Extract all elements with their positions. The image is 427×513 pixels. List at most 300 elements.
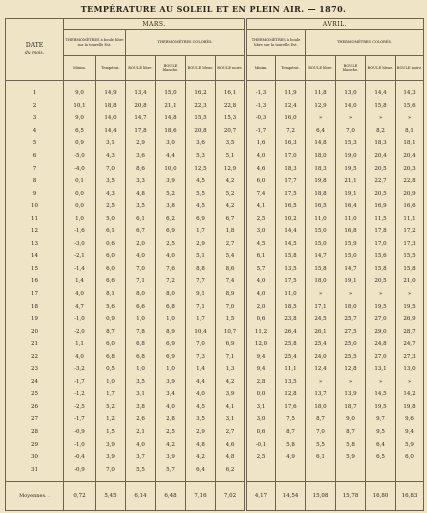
- value-cell: 14,7: [336, 263, 366, 276]
- value-cell: -4,0: [64, 162, 96, 175]
- value-cell: 5,7: [156, 463, 186, 481]
- table-row: [6, 263, 424, 276]
- average-cell: 16,80: [366, 481, 396, 510]
- value-cell: 6,1: [96, 225, 126, 238]
- value-cell: »: [366, 376, 396, 389]
- table-row: [6, 150, 424, 163]
- value-cell: 18,3: [366, 137, 396, 150]
- value-cell: 4,5: [186, 200, 216, 213]
- value-cell: 5,2: [96, 401, 126, 414]
- value-cell: 6,9: [156, 350, 186, 363]
- value-cell: 15,8: [366, 263, 396, 276]
- value-cell: 19,1: [336, 275, 366, 288]
- value-cell: 7,0: [336, 125, 366, 138]
- value-cell: 20,5: [366, 162, 396, 175]
- value-cell: 6,8: [126, 350, 156, 363]
- average-cell: 6,14: [126, 481, 156, 510]
- day-cell: 20: [6, 325, 64, 338]
- value-cell: 4,3: [96, 150, 126, 163]
- value-cell: 5,8: [336, 438, 366, 451]
- value-cell: 6,8: [96, 350, 126, 363]
- table-row: [6, 463, 424, 481]
- value-cell: 6,6: [126, 300, 156, 313]
- value-cell: 3,6: [186, 137, 216, 150]
- value-cell: 2,0: [246, 300, 276, 313]
- column-header: BOULE libre.: [126, 56, 156, 81]
- value-cell: 18,0: [336, 300, 366, 313]
- value-cell: 11,1: [276, 363, 306, 376]
- value-cell: 0,1: [64, 175, 96, 188]
- value-cell: 13,4: [126, 81, 156, 100]
- value-cell: 4,0: [186, 388, 216, 401]
- value-cell: 1,4: [186, 363, 216, 376]
- value-cell: 8,7: [336, 426, 366, 439]
- value-cell: 19,5: [336, 162, 366, 175]
- value-cell: 26,1: [306, 325, 336, 338]
- column-header: BOULE libre.: [306, 56, 336, 81]
- value-cell: 1,5: [96, 426, 126, 439]
- average-cell: 7,16: [186, 481, 216, 510]
- day-cell: 17: [6, 288, 64, 301]
- value-cell: 18,0: [306, 401, 336, 414]
- value-cell: -2,5: [64, 401, 96, 414]
- value-cell: 13,7: [306, 388, 336, 401]
- value-cell: 4,8: [216, 451, 246, 464]
- value-cell: 4,2: [186, 451, 216, 464]
- value-cell: 2,8: [246, 376, 276, 389]
- table-row: [6, 187, 424, 200]
- value-cell: 1,0: [96, 376, 126, 389]
- table-row: [6, 288, 424, 301]
- day-cell: 26: [6, 401, 64, 414]
- value-cell: 3,1: [216, 413, 246, 426]
- value-cell: 12,4: [306, 363, 336, 376]
- value-cell: 4,5: [186, 401, 216, 414]
- value-cell: 20,8: [126, 100, 156, 113]
- value-cell: 14,4: [96, 125, 126, 138]
- value-cell: 3,5: [96, 175, 126, 188]
- table-row: [6, 300, 424, 313]
- value-cell: 14,8: [156, 112, 186, 125]
- value-cell: -1,7: [64, 413, 96, 426]
- value-cell: »: [306, 112, 336, 125]
- value-cell: 16,8: [336, 225, 366, 238]
- value-cell: 9,0: [64, 112, 96, 125]
- value-cell: 26,4: [276, 325, 306, 338]
- value-cell: 8,1: [396, 125, 424, 138]
- value-cell: 19,5: [396, 300, 424, 313]
- value-cell: 7,4: [246, 187, 276, 200]
- value-cell: 3,5: [186, 413, 216, 426]
- value-cell: 1,0: [126, 363, 156, 376]
- value-cell: 12,4: [276, 100, 306, 113]
- value-cell: 21,1: [336, 175, 366, 188]
- value-cell: 1,2: [96, 413, 126, 426]
- value-cell: 7,7: [186, 275, 216, 288]
- value-cell: -2,0: [64, 325, 96, 338]
- average-cell: 0,72: [64, 481, 96, 510]
- day-cell: 24: [6, 376, 64, 389]
- value-cell: 2,5: [156, 238, 186, 251]
- table-row: [6, 112, 424, 125]
- value-cell: 12,8: [276, 388, 306, 401]
- value-cell: 8,6: [126, 162, 156, 175]
- value-cell: 8,7: [306, 413, 336, 426]
- value-cell: 6,8: [126, 338, 156, 351]
- value-cell: 3,0: [246, 413, 276, 426]
- value-cell: 14,7: [306, 250, 336, 263]
- value-cell: 16,5: [276, 200, 306, 213]
- table-row: [6, 426, 424, 439]
- value-cell: 1,7: [96, 388, 126, 401]
- column-header: Minim.: [64, 56, 96, 81]
- value-cell: 6,5: [64, 125, 96, 138]
- value-cell: 5,5: [306, 438, 336, 451]
- average-cell: 14,54: [276, 481, 306, 510]
- value-cell: 2,5: [246, 212, 276, 225]
- table-row: [6, 388, 424, 401]
- value-cell: 7,2: [276, 125, 306, 138]
- value-cell: 17,5: [276, 275, 306, 288]
- value-cell: 29,0: [366, 325, 396, 338]
- value-cell: 22,8: [216, 100, 246, 113]
- value-cell: -1,2: [64, 388, 96, 401]
- value-cell: »: [336, 288, 366, 301]
- table-row: [6, 451, 424, 464]
- value-cell: 5,8: [276, 438, 306, 451]
- value-cell: 6,1: [246, 250, 276, 263]
- value-cell: 4,7: [64, 300, 96, 313]
- value-cell: 26,9: [396, 313, 424, 326]
- value-cell: 25,4: [276, 350, 306, 363]
- value-cell: 6,9: [216, 338, 246, 351]
- date-header-label: DATE: [25, 41, 44, 49]
- value-cell: -0,9: [64, 426, 96, 439]
- value-cell: 7,8: [126, 325, 156, 338]
- value-cell: »: [396, 288, 424, 301]
- value-cell: 13,5: [276, 263, 306, 276]
- value-cell: 4,6: [246, 162, 276, 175]
- value-cell: 4,4: [186, 376, 216, 389]
- value-cell: 22,7: [366, 175, 396, 188]
- value-cell: 3,4: [156, 388, 186, 401]
- value-cell: 12,5: [186, 162, 216, 175]
- month-header-mars: MARS.: [64, 19, 246, 30]
- value-cell: 6,9: [186, 212, 216, 225]
- value-cell: 8,1: [96, 288, 126, 301]
- value-cell: 6,6: [96, 275, 126, 288]
- value-cell: 14,4: [366, 81, 396, 100]
- value-cell: 2,7: [216, 426, 246, 439]
- day-cell: 7: [6, 162, 64, 175]
- value-cell: 4,2: [216, 175, 246, 188]
- value-cell: 18,3: [306, 162, 336, 175]
- value-cell: 17,8: [366, 225, 396, 238]
- value-cell: 17,8: [126, 125, 156, 138]
- value-cell: 7,0: [306, 426, 336, 439]
- value-cell: 21,1: [156, 100, 186, 113]
- value-cell: »: [306, 288, 336, 301]
- value-cell: 2,9: [186, 238, 216, 251]
- value-cell: 4,0: [156, 401, 186, 414]
- value-cell: 14,0: [96, 112, 126, 125]
- value-cell: 7,4: [216, 275, 246, 288]
- value-cell: 21,0: [396, 275, 424, 288]
- value-cell: 1,6: [246, 137, 276, 150]
- value-cell: 6,8: [156, 300, 186, 313]
- value-cell: 6,1: [126, 212, 156, 225]
- value-cell: 1,7: [186, 313, 216, 326]
- day-cell: 25: [6, 388, 64, 401]
- value-cell: »: [366, 288, 396, 301]
- value-cell: 1,0: [156, 313, 186, 326]
- value-cell: -1,7: [64, 376, 96, 389]
- value-cell: 16,0: [276, 112, 306, 125]
- group-header-shade-avril: THERMOMÈTRES à boule libre sur la tourelle Est.: [246, 30, 306, 56]
- value-cell: 6,2: [156, 212, 186, 225]
- value-cell: 20,5: [366, 187, 396, 200]
- value-cell: 1,1: [64, 338, 96, 351]
- value-cell: 4,2: [156, 438, 186, 451]
- column-header: Températ.: [276, 56, 306, 81]
- value-cell: 2,5: [156, 426, 186, 439]
- value-cell: 14,3: [396, 81, 424, 100]
- value-cell: 9,4: [396, 426, 424, 439]
- day-cell: 11: [6, 212, 64, 225]
- value-cell: 13,9: [336, 388, 366, 401]
- average-cell: 15,08: [306, 481, 336, 510]
- value-cell: 4,0: [246, 275, 276, 288]
- day-cell: 8: [6, 175, 64, 188]
- value-cell: 17,0: [276, 150, 306, 163]
- value-cell: 17,1: [306, 300, 336, 313]
- day-cell: 29: [6, 438, 64, 451]
- value-cell: 6,9: [156, 225, 186, 238]
- value-cell: 20,3: [396, 162, 424, 175]
- value-cell: 13,0: [336, 81, 366, 100]
- value-cell: 2,5: [96, 200, 126, 213]
- date-header-sublabel: du mois.: [24, 50, 45, 56]
- value-cell: 15,5: [186, 112, 216, 125]
- average-cell: 7,02: [216, 481, 246, 510]
- value-cell: 15,8: [366, 100, 396, 113]
- value-cell: 4,9: [276, 451, 306, 464]
- value-cell: 4,5: [186, 175, 216, 188]
- column-header: BOULE noire.: [216, 56, 246, 81]
- value-cell: 7,2: [156, 275, 186, 288]
- day-cell: 15: [6, 263, 64, 276]
- value-cell: 15,3: [216, 112, 246, 125]
- value-cell: 1,0: [156, 363, 186, 376]
- value-cell: 8,0: [156, 288, 186, 301]
- value-cell: -0,9: [64, 463, 96, 481]
- value-cell: 16,4: [336, 200, 366, 213]
- day-cell: 4: [6, 125, 64, 138]
- value-cell: 8,7: [96, 325, 126, 338]
- table-row: [6, 338, 424, 351]
- table-row: [6, 350, 424, 363]
- value-cell: 7,5: [276, 413, 306, 426]
- temperature-table: [5, 18, 424, 511]
- value-cell: 0,6: [246, 426, 276, 439]
- value-cell: 10,1: [64, 100, 96, 113]
- value-cell: 15,6: [366, 250, 396, 263]
- table-row: [6, 81, 424, 100]
- value-cell: 24,0: [306, 350, 336, 363]
- table-row: [6, 413, 424, 426]
- value-cell: 3,9: [156, 451, 186, 464]
- day-cell: 2: [6, 100, 64, 113]
- value-cell: 9,6: [396, 413, 424, 426]
- day-cell: 9: [6, 187, 64, 200]
- value-cell: 3,9: [216, 388, 246, 401]
- value-cell: 10,0: [156, 162, 186, 175]
- value-cell: 14,5: [276, 238, 306, 251]
- value-cell: 3,0: [246, 225, 276, 238]
- value-cell: 6,7: [216, 212, 246, 225]
- day-cell: 16: [6, 275, 64, 288]
- day-cell: 27: [6, 413, 64, 426]
- value-cell: 9,4: [246, 363, 276, 376]
- average-cell: 5,45: [96, 481, 126, 510]
- value-cell: 7,1: [186, 300, 216, 313]
- average-cell: 6,48: [156, 481, 186, 510]
- table-row: [6, 125, 424, 138]
- value-cell: 25,4: [306, 338, 336, 351]
- value-cell: 6,0: [96, 250, 126, 263]
- value-cell: 4,5: [246, 238, 276, 251]
- value-cell: 3,3: [126, 175, 156, 188]
- value-cell: 9,7: [366, 413, 396, 426]
- value-cell: 3,5: [126, 376, 156, 389]
- value-cell: 4,3: [96, 187, 126, 200]
- value-cell: 18,5: [276, 300, 306, 313]
- value-cell: -0,4: [64, 451, 96, 464]
- table-row: [6, 250, 424, 263]
- value-cell: 0,0: [64, 187, 96, 200]
- value-cell: 6,4: [306, 125, 336, 138]
- group-header-colored-mars: THERMOMÈTRES COLORÉS.: [126, 30, 246, 56]
- value-cell: 14,8: [306, 137, 336, 150]
- value-cell: -3,0: [64, 238, 96, 251]
- value-cell: -1,3: [246, 100, 276, 113]
- value-cell: [336, 463, 366, 481]
- value-cell: [306, 463, 336, 481]
- value-cell: 2,0: [126, 238, 156, 251]
- value-cell: -1,3: [246, 81, 276, 100]
- value-cell: 20,9: [396, 187, 424, 200]
- value-cell: 0,6: [96, 238, 126, 251]
- value-cell: 16,3: [276, 137, 306, 150]
- value-cell: 15,0: [306, 238, 336, 251]
- value-cell: 8,8: [186, 263, 216, 276]
- value-cell: 4,1: [246, 200, 276, 213]
- value-cell: 15,9: [336, 238, 366, 251]
- value-cell: 19,8: [306, 175, 336, 188]
- value-cell: 19,1: [336, 187, 366, 200]
- value-cell: 6,4: [186, 463, 216, 481]
- value-cell: 5,3: [186, 150, 216, 163]
- value-cell: [276, 463, 306, 481]
- value-cell: 6,0: [96, 338, 126, 351]
- value-cell: 10,7: [216, 325, 246, 338]
- value-cell: 16,5: [306, 200, 336, 213]
- value-cell: 20,4: [396, 150, 424, 163]
- value-cell: 6,0: [396, 451, 424, 464]
- value-cell: 3,5: [216, 137, 246, 150]
- value-cell: 3,5: [126, 200, 156, 213]
- value-cell: 2,7: [216, 238, 246, 251]
- value-cell: 6,9: [156, 338, 186, 351]
- value-cell: 3,6: [126, 150, 156, 163]
- value-cell: 20,8: [186, 125, 216, 138]
- value-cell: 18,0: [306, 275, 336, 288]
- column-header: Températ.: [96, 56, 126, 81]
- value-cell: 14,7: [126, 112, 156, 125]
- value-cell: 1,0: [126, 313, 156, 326]
- value-cell: 22,3: [186, 100, 216, 113]
- value-cell: 15,8: [276, 250, 306, 263]
- value-cell: 2,9: [186, 426, 216, 439]
- value-cell: 18,7: [336, 401, 366, 414]
- table-row: [6, 137, 424, 150]
- page-title: TEMPÉRATURE AU SOLEIL ET EN PLEIN AIR. — 1870.: [80, 4, 347, 14]
- value-cell: »: [396, 112, 424, 125]
- value-cell: 17,6: [276, 401, 306, 414]
- day-cell: 23: [6, 363, 64, 376]
- value-cell: 3,1: [96, 137, 126, 150]
- table-row: [6, 376, 424, 389]
- value-cell: 12,9: [306, 100, 336, 113]
- value-cell: 8,0: [126, 288, 156, 301]
- table-row: [6, 175, 424, 188]
- averages-label: Moyennes. .: [6, 481, 64, 510]
- value-cell: »: [396, 376, 424, 389]
- value-cell: 7,6: [156, 263, 186, 276]
- value-cell: 5,0: [96, 212, 126, 225]
- value-cell: 9,0: [336, 413, 366, 426]
- value-cell: 23,8: [276, 313, 306, 326]
- value-cell: 2,5: [246, 451, 276, 464]
- table-row: [6, 200, 424, 213]
- group-header-colored-avril: THERMOMÈTRES COLORÉS.: [306, 30, 424, 56]
- value-cell: 2,8: [156, 413, 186, 426]
- value-cell: 20,5: [366, 275, 396, 288]
- value-cell: 7,3: [186, 350, 216, 363]
- value-cell: [246, 463, 276, 481]
- month-header-avril: AVRIL.: [246, 19, 424, 30]
- value-cell: 12,9: [216, 162, 246, 175]
- value-cell: 16,2: [186, 81, 216, 100]
- value-cell: 16,9: [366, 200, 396, 213]
- value-cell: 19,8: [396, 401, 424, 414]
- day-cell: 14: [6, 250, 64, 263]
- day-cell: 21: [6, 338, 64, 351]
- value-cell: 8,6: [216, 263, 246, 276]
- value-cell: -3,2: [64, 363, 96, 376]
- value-cell: 1,8: [216, 225, 246, 238]
- value-cell: 6,1: [306, 451, 336, 464]
- value-cell: 19,5: [366, 401, 396, 414]
- value-cell: 2,9: [126, 137, 156, 150]
- value-cell: »: [306, 376, 336, 389]
- value-cell: 14,0: [336, 100, 366, 113]
- table-row: [6, 100, 424, 113]
- value-cell: 6,0: [96, 263, 126, 276]
- value-cell: -1,0: [64, 438, 96, 451]
- value-cell: 7,0: [216, 300, 246, 313]
- value-cell: 3,9: [96, 438, 126, 451]
